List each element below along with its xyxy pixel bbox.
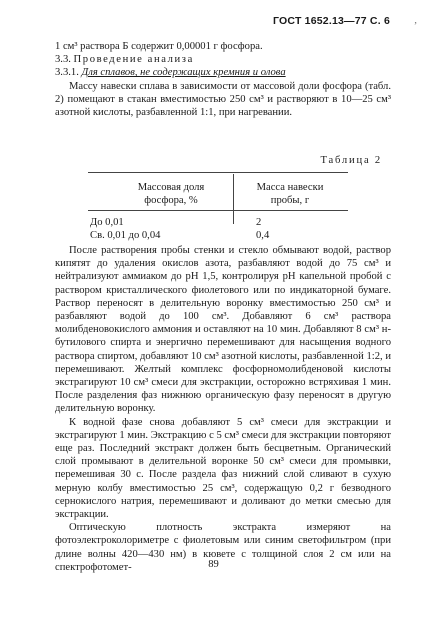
paragraph-optical-density: Оптическую плотность экстракта измеряют на фотоэлектроколориметре с фиолетовым или синим светофильтром (при длине волны 420—430 нм) в кювете с толщиной слоя 2 см или на спектрофотомет- <box>55 522 391 573</box>
paragraph-sample-mass: Массу навески сплава в зависимости от массовой доли фосфора (табл. 2) помещают в стакан вместимостью 250 см³ и растворяют в 10—25 см³ азотной кислоты, разбавленной 1:1, при нагревании. <box>55 80 391 119</box>
table-cell-range: Св. 0,01 до 0,04 <box>90 230 161 241</box>
body-section <box>55 244 391 574</box>
table-cell-range: До 0,01 <box>90 217 124 228</box>
table-cell-mass: 2 <box>256 217 262 228</box>
top-section <box>55 40 391 119</box>
table-header-rule <box>88 210 348 211</box>
table-header-sample-mass: Масса навески пробы, г <box>256 182 324 206</box>
section-3-3-1-heading <box>55 66 391 79</box>
corner-mark: , <box>414 14 417 26</box>
table-header-phosphorus-fraction: Массовая доля фосфора, % <box>137 182 205 206</box>
section-3-3-heading <box>55 53 391 66</box>
paragraph-extraction: К водной фазе снова добавляют 5 см³ смеси для экстракции и экстрагируют 1 мин. Экстракцию с 5 см³ смеси для экстракции повторяют еще раз. Последний экстракт должен быть бесцветным. Органический слой промывают в делительной воронке 50 см³ смеси для промывки, перемешивая 30 с. После раздела фаз нижний слой сливают в сухую мерную колбу вместимостью 25 см³, содержащую 0,2 г безводного сернокислого натрия, перемешивают и доливают до метки смесью для экстракции. <box>55 416 391 521</box>
section-3-3-number: 3.3. <box>55 54 74 66</box>
page-number: 89 <box>208 559 219 570</box>
table-column-divider <box>233 174 234 224</box>
paragraph-dissolution: После растворения пробы стенки и стекло обмывают водой, раствор кипятят до удаления окислов азота, разбавляют водой до 75 см³ и нейтрализуют аммиаком до pH 1,5, контролируя pH капельной пробой с раствором кристаллического фиолетового или по индикаторной бумаге. Раствор переносят в делительную воронку вместимостью 250 см³ и разбавляют водой до 100 см³. Добавляют 6 см³ раствора молибденовокислого аммония и оставляют на 10 мин. Добавляют 8 см³ н-бутилового спирта и энергично перемешивают для насыщения водного раствора спиртом, добавляют 10 см³ азотной кислоты, разбавленной 1:2, и перемешивают. Желтый комплекс фосфорномолибденовой кислоты экстрагируют 10 см³ смеси для экстракции, осторожно встряхивая 1 мин. После разделения фаз нижнюю органическую фазу переносят в другую делительную воронку. <box>55 245 391 415</box>
table-cell-mass: 0,4 <box>256 230 270 241</box>
table-top-rule <box>88 172 348 173</box>
section-3-3-1-title: Для сплавов, не содержащих кремния и олова <box>81 67 286 79</box>
section-3-3-1-number: 3.3.1. <box>55 67 82 79</box>
table-2 <box>88 172 348 241</box>
page-header: ГОСТ 1652.13—77 С. 6 <box>273 15 390 27</box>
table-caption: Таблица 2 <box>320 155 382 166</box>
solution-b-line: 1 см³ раствора Б содержит 0,00001 г фосфора. <box>55 41 263 52</box>
section-3-3-title: Проведение анализа <box>73 54 194 66</box>
